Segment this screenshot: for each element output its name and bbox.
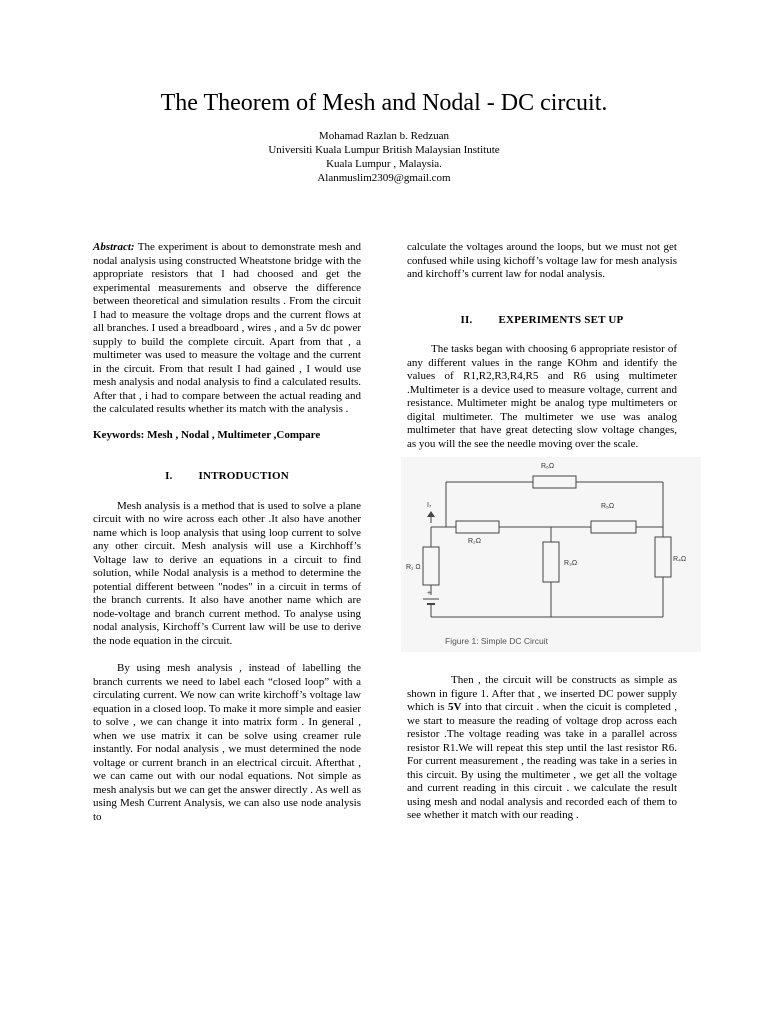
author-location: Kuala Lumpur , Malaysia. — [326, 158, 442, 170]
voltage-value: 5V — [447, 701, 462, 713]
left-column — [93, 241, 361, 824]
figure-caption: Figure 1: Simple DC Circuit — [445, 636, 548, 646]
right-column — [406, 241, 687, 823]
current-arrow-icon — [427, 511, 435, 517]
section-heading-introduction — [93, 470, 361, 484]
circuit-figure — [401, 457, 701, 652]
experiments-paragraph-2-part-b: into that circuit . when the cicuit is completed , we start to measure the reading of voltage drop across each resistor .The voltage reading was take in a parallel across resistor R1.We will repeat this step until the last resistor R6. For current measurement , the reading was take in a series in this circuit. By using the multimeter , we get all the voltage and current reading in this circuit . we calculate the result using mesh and nodal analysis and recorded each of them to see whether it match with our reading . — [407, 701, 677, 821]
label-r3: R₃Ω — [564, 560, 578, 567]
resistor-r3 — [543, 542, 559, 582]
intro-paragraph-2: By using mesh analysis , instead of labelling the branch currents we need to label each “closed loop” with a circulating current. We now can write kirchoff’s voltage law equation in a closed loop. To make it more simple and easier to solve , we can change it into matrix form . In general , when we use matrix it can be solve using creamer rule instantly. For nodal analysis , we must determined the node voltage or current branch in an electrical circuit. Afterthat , we can came out with our nodal equations. Not simple as mesh analysis but we can get the answer directly . As well as using Mesh Current Analysis, we can also use node analysis to — [93, 662, 361, 823]
experiments-paragraph-2 — [407, 674, 677, 823]
keywords: Keywords: Mesh , Nodal , Multimeter ,Compare — [93, 428, 321, 441]
label-r1: R₁ Ω — [406, 564, 421, 571]
abstract-label: Abstract: — [93, 241, 135, 253]
label-plus: + — [427, 590, 432, 597]
author-affiliation: Universiti Kuala Lumpur British Malaysian Institute — [268, 144, 500, 156]
abstract-text: The experiment is about to demonstrate mesh and nodal analysis using constructed Wheatstone bridge with the appropriate resistors that I had choosed and get the experimental measurements and observe the difference between theoretical and simulation results . From the circuit I had to measure the voltage drops and the current flows at all branches. I used a breadboard , wires , and a 5v dc power supply to build the complete circuit. Apart from that , a multimeter was used to measure the voltage and the current in the circuit. From that result I had gained , I would use mesh analysis and nodal analysis to find a calculated results. After that , i had to compare between the actual reading and the calculated results whether its match with the analysis . — [93, 241, 361, 415]
resistor-r4 — [655, 537, 671, 577]
resistor-r2 — [456, 521, 499, 533]
label-r6: R₆Ω — [541, 463, 555, 470]
circuit-diagram — [401, 457, 701, 652]
section-number: II. — [460, 313, 473, 326]
section-title: EXPERIMENTS SET UP — [498, 313, 624, 326]
resistor-r1 — [423, 547, 439, 585]
section-title: INTRODUCTION — [198, 470, 289, 482]
author-block — [0, 129, 768, 185]
author-email: Alanmuslim2309@gmail.com — [317, 172, 451, 184]
label-r4: R₄Ω — [673, 556, 687, 563]
section-heading-experiments — [407, 314, 677, 328]
resistor-r6 — [533, 476, 576, 488]
paper-title: The Theorem of Mesh and Nodal - DC circuit. — [160, 90, 608, 116]
intro-paragraph-1: Mesh analysis is a method that is used to solve a plane circuit with no wire across each other .It also have another name which is loop analysis that using loop current to solve any other circuit. Mesh analysis will use a Kirchhoff’s Voltage law to derive an equations in a circuit to find solution, while Nodal analysis is a method to determine the potential different between "nodes" in a circuit in terms of the branch currents. It also have another name which are node-voltage and branch current method. To analyse using nodal analysis, Kirchoff’s Current law will be use to derive the node equation in the circuit. — [93, 499, 361, 647]
label-r5: R₅Ω — [601, 503, 615, 510]
label-current: I₇ — [427, 502, 432, 509]
continued-paragraph: calculate the voltages around the loops, but we must not get confused while using kichoff’s voltage law for mesh analysis and kirchoff’s current law for nodal analysis. — [407, 241, 677, 280]
abstract — [93, 241, 361, 417]
resistor-r5 — [591, 521, 636, 533]
section-number: I. — [165, 470, 173, 482]
label-r2: R₂Ω — [468, 538, 482, 545]
experiments-paragraph-1: The tasks began with choosing 6 appropriate resistor of any different values in the range KOhm and identify the values of R1,R2,R3,R4,R5 and R6 using multimeter .Multimeter is a device used to measure voltage, current and resistance. Multimeter might be analog type multimeters or digital multimeter. The multimeter we use was analog multimeter that have great detecting slow voltage changes, as you will the see the needle moving over the scale. — [407, 343, 677, 450]
experiments-paragraph-2-part-a: Then , the circuit will be constructs as simple as shown in figure 1. After that , we inserted DC power supply which is — [407, 674, 677, 713]
author-name: Mohamad Razlan b. Redzuan — [318, 130, 450, 142]
